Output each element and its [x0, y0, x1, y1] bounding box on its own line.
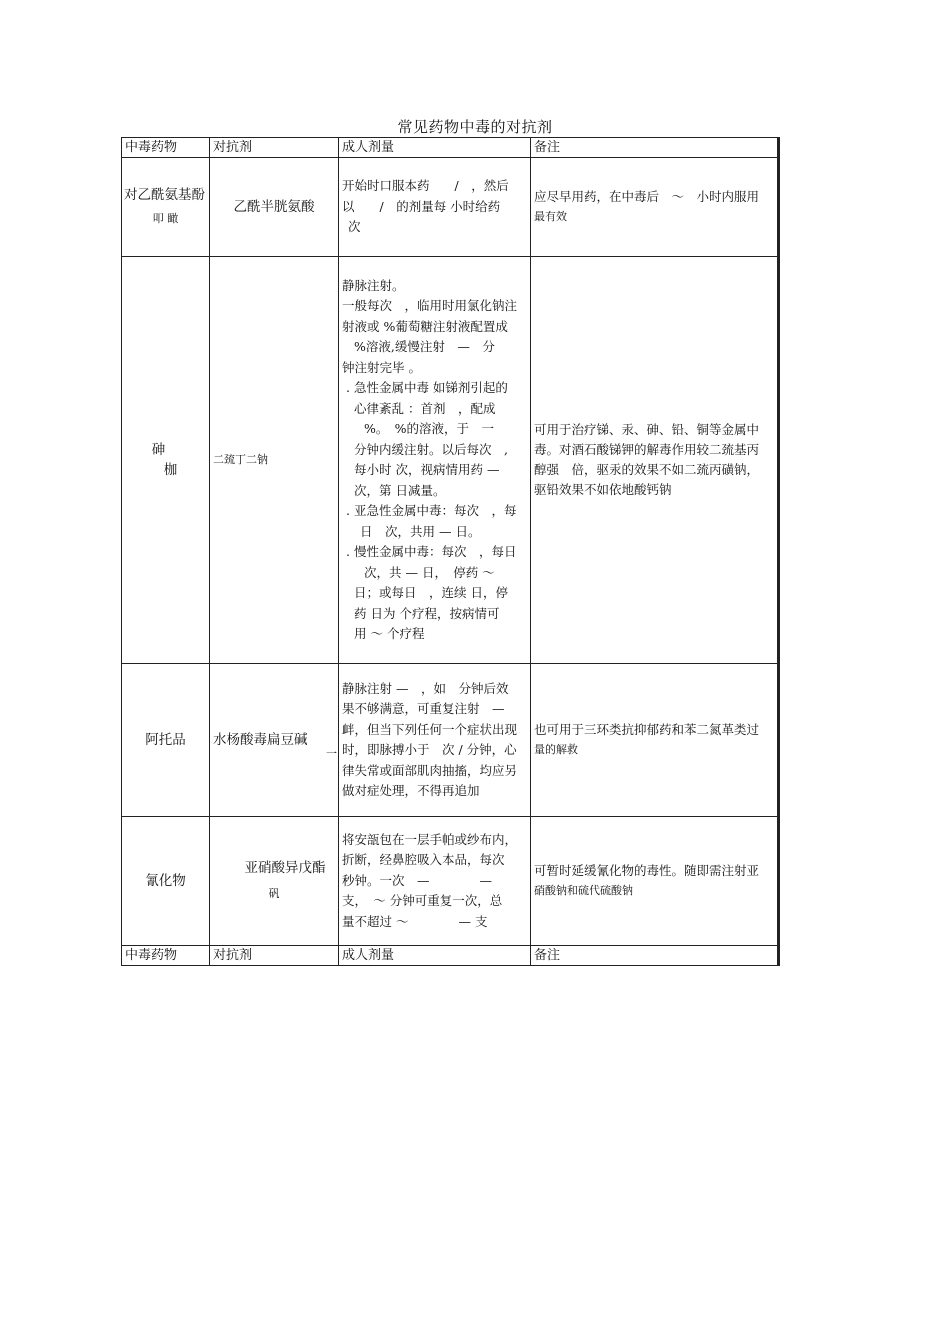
dose-line: . 慢性金属中毒：每次 ，每日	[346, 544, 517, 559]
dose-line: 做对症处理，不得再追加	[342, 783, 480, 798]
dose-cell	[339, 158, 531, 257]
poison-drug-cell	[122, 664, 210, 817]
remarks-line: 也可用于三环类抗抑郁药和苯二氮革类过	[534, 722, 760, 737]
dose-line: 心律紊乱 ：首剂 ，配成	[354, 400, 496, 416]
document-title: 常见药物中毒的对抗剂	[397, 118, 553, 136]
poison-drug-name: 对乙酰氨基酚	[124, 187, 205, 203]
remarks-line: 量的解救	[534, 743, 578, 756]
antidote-cell	[210, 664, 339, 817]
dose-line: 折断，经鼻腔吸入本品，每次	[342, 852, 505, 868]
dose-line: 药 日为 个疗程，按病情可	[354, 605, 500, 621]
table-footer-row	[122, 946, 779, 966]
footer-remarks: 备注	[531, 946, 779, 966]
dose-line: 一般每次 ，临用时用氯化钠注	[342, 298, 518, 313]
antidote-name: 二巯丁二钠	[213, 453, 268, 466]
dose-cell	[339, 257, 531, 664]
remarks-line: 可暂时延缓氰化物的毒性。随即需注射亚	[534, 863, 760, 878]
footer-adult-dose: 成人剂量	[339, 946, 531, 966]
dose-line: 次，共 — 日， 停药 ～	[364, 564, 495, 580]
dose-line: 静脉注射。	[342, 277, 405, 293]
poison-drug-cell	[122, 257, 210, 664]
remarks-line: 硝酸钠和硫代硫酸钠	[534, 884, 633, 897]
antidote-mark: 一	[326, 747, 337, 760]
remarks-line: 最有效	[534, 210, 567, 223]
dose-line: %溶液,缓慢注射 — 分	[354, 339, 495, 354]
poison-drug-name: 砷	[151, 442, 166, 458]
dose-line: 律失常或面部肌肉抽搐，均应另	[342, 762, 518, 778]
remarks-line: 醇强 倍，驱汞的效果不如二巯丙磺钠，	[534, 462, 760, 477]
remarks-cell	[531, 817, 779, 946]
dose-line: 衅，但当下列任何一个症状出现	[342, 721, 518, 737]
antidote-name: 亚硝酸异戊酯	[244, 860, 326, 876]
dose-line: . 急性金属中毒 如锑剂引起的	[346, 380, 508, 395]
dose-line: 以 / 的剂量每 小时给药	[342, 198, 501, 214]
antidote-cell	[210, 817, 339, 946]
dose-cell	[339, 664, 531, 817]
footer-antidote: 对抗剂	[210, 946, 339, 966]
poison-drug-cell	[122, 158, 210, 257]
dose-line: 开始时口服本药 / ，然后	[342, 178, 509, 194]
dose-line: 日；或每日 ，连续 日，停	[354, 585, 508, 600]
dose-line: 果不够满意，可重复注射 —	[342, 701, 505, 716]
header-poison-drug: 中毒药物	[122, 138, 210, 158]
antidote-subtext: 矾	[268, 887, 280, 900]
dose-line: 将安瓿包在一层手帕或纱布内，	[342, 831, 518, 847]
header-adult-dose: 成人剂量	[339, 138, 531, 158]
dose-line: 次，第 日减量。	[354, 482, 446, 498]
table-row	[122, 158, 779, 257]
dose-line: 量不超过 ～ — 支	[342, 913, 488, 929]
antidote-cell	[210, 158, 339, 257]
remarks-cell	[531, 158, 779, 257]
remarks-line: 应尽早用药，在中毒后 ～ 小时内服用	[534, 189, 760, 204]
remarks-line: 可用于治疗锑、汞、砷、铅、铜等金属中	[534, 422, 760, 437]
poison-drug-subtext: 叩 瞰	[152, 212, 179, 225]
table-header-row	[122, 138, 779, 158]
dose-line: 秒钟。一次 — —	[342, 872, 493, 888]
dose-line: 用 ～ 个疗程	[354, 626, 425, 641]
antidote-name: 水杨酸毒扁豆碱	[213, 731, 308, 748]
antidote-table	[121, 137, 780, 966]
dose-cell	[339, 817, 531, 946]
dose-line: 静脉注射 — ，如 分钟后效	[342, 680, 509, 696]
poison-drug-subtext: 枷	[163, 462, 178, 478]
dose-line: 分钟内缓注射。以后每次 ,	[354, 441, 508, 457]
poison-drug-name: 阿托品	[145, 731, 186, 748]
table-row	[122, 257, 779, 664]
dose-line: 每小时 次，视病情用药 —	[354, 462, 500, 477]
dose-line: 时，即脉搏小于 次 / 分钟，心	[342, 742, 517, 757]
remarks-line: 毒。对酒石酸锑钾的解毒作用较二巯基丙	[534, 442, 760, 457]
dose-line: 次	[348, 219, 361, 235]
table-row	[122, 664, 779, 817]
remarks-cell	[531, 257, 779, 664]
remarks-cell	[531, 664, 779, 817]
dose-line: 射液或 %葡萄糖注射液配置成	[342, 318, 508, 334]
dose-line: 支， ～ 分钟可重复一次，总	[342, 893, 503, 909]
remarks-line: 驱铅效果不如依地酸钙钠	[534, 482, 672, 497]
dose-line: %。 %的溶液，于 一	[364, 421, 495, 436]
dose-line: . 亚急性金属中毒：每次 ，每	[346, 503, 517, 518]
antidote-cell	[210, 257, 339, 664]
table-row	[122, 817, 779, 946]
poison-drug-cell	[122, 817, 210, 946]
antidote-name: 乙酰半胱氨酸	[233, 198, 315, 215]
poison-drug-name: 氰化物	[145, 872, 186, 889]
header-remarks: 备注	[531, 138, 779, 158]
dose-line: 日 次，共用 — 日。	[360, 523, 481, 539]
footer-poison-drug: 中毒药物	[122, 946, 210, 966]
header-antidote: 对抗剂	[210, 138, 339, 158]
dose-line: 钟注射完毕 。	[342, 359, 421, 375]
